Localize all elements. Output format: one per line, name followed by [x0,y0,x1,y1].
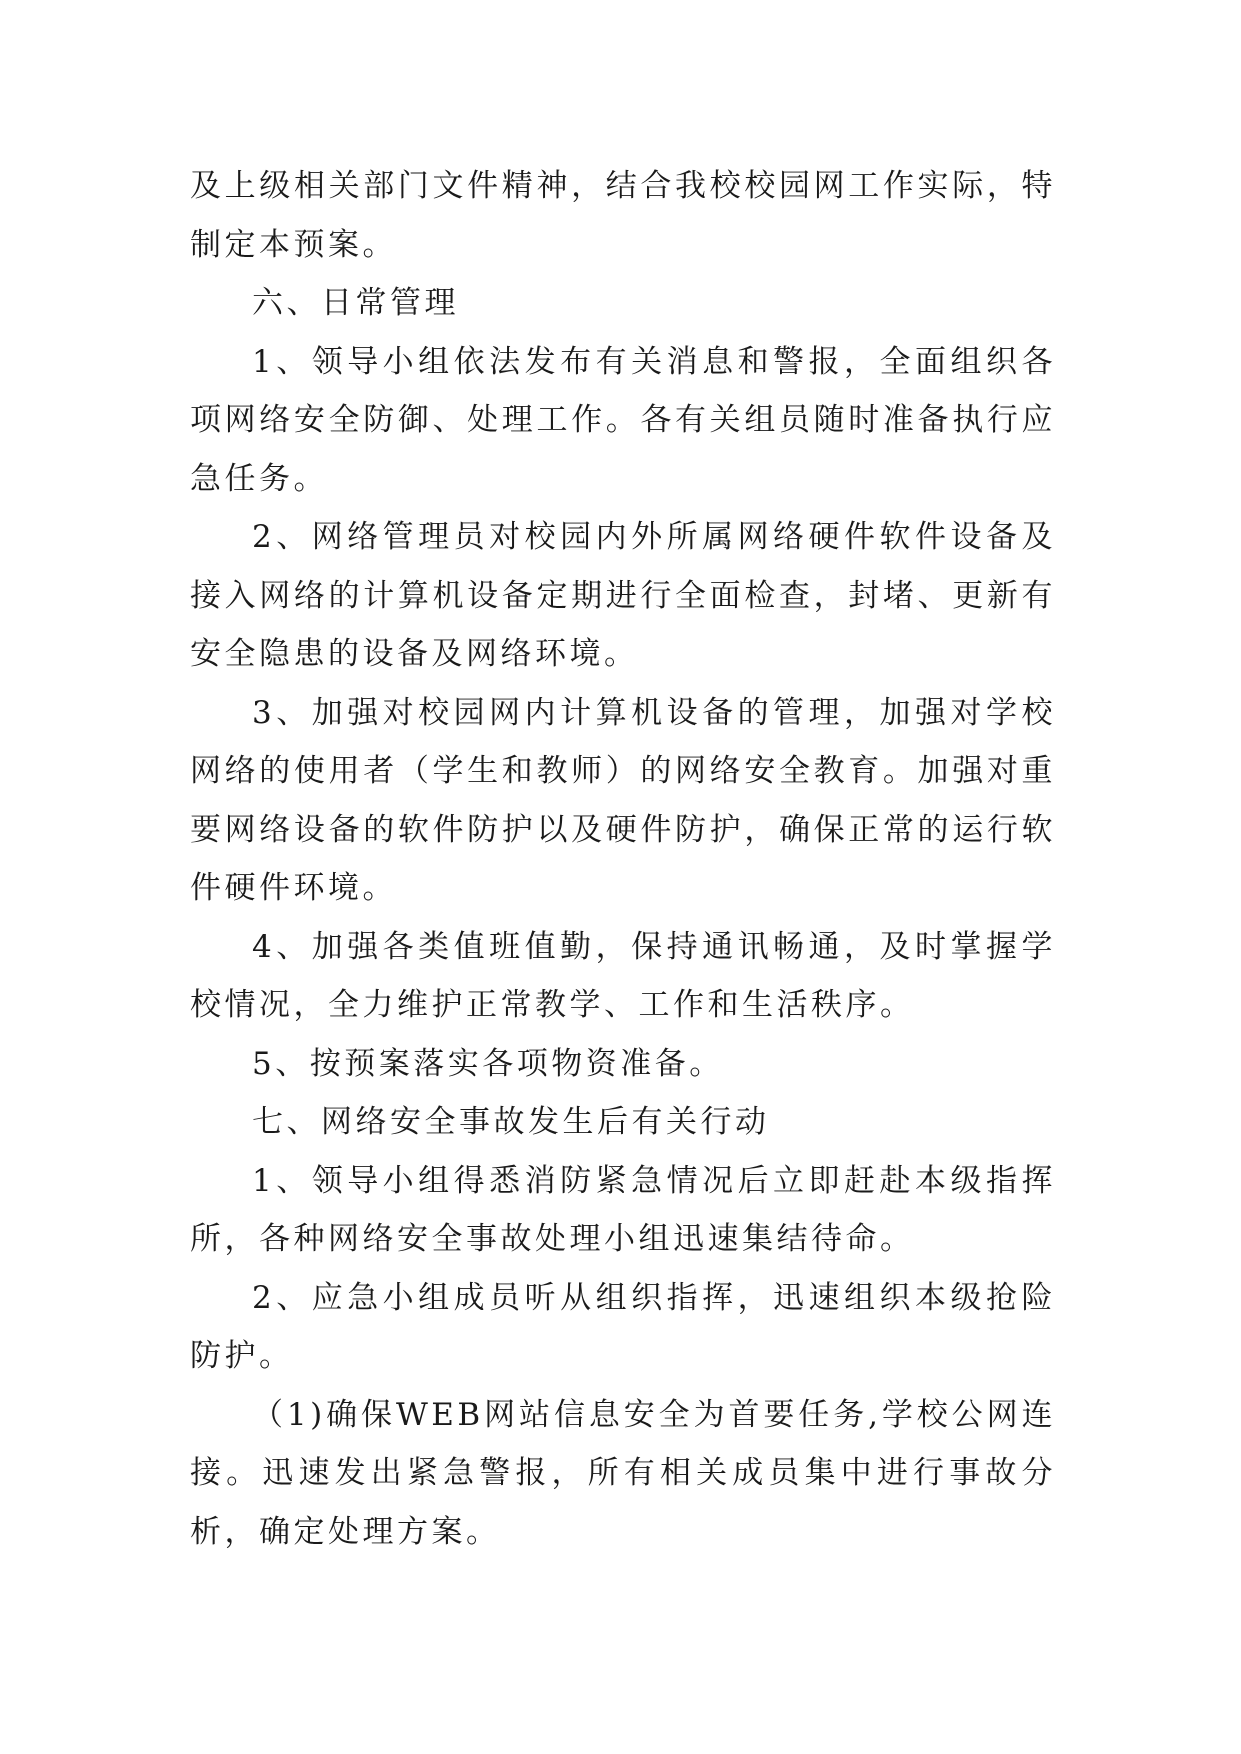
paragraph-item-5: 5、按预案落实各项物资准备。 [252,1045,724,1082]
paragraph-action-2: 2、应急小组成员听从组织指挥，迅速组织本级抢险防护。 [190,1279,1056,1374]
section-heading-daily-management: 六、日常管理 [252,285,459,321]
section-heading-incident-actions: 七、网络安全事故发生后有关行动 [252,1104,770,1140]
paragraph-action-2-sub-1: （1)确保WEB网站信息安全为首要任务,学校公网连接。迅速发出紧急警报，所有相关成员集中进行事故分析，确定处理方案。 [190,1396,1056,1550]
paragraph-item-3: 3、加强对校园网内计算机设备的管理，加强对学校网络的使用者（学生和教师）的网络安全教育。加强对重要网络设备的软件防护以及硬件防护，确保正常的运行软件硬件环境。 [190,694,1056,906]
paragraph-intro-continuation: 及上级相关部门文件精神，结合我校校园网工作实际，特制定本预案。 [190,168,1056,263]
document-body [190,157,1056,1561]
paragraph-item-2: 2、网络管理员对校园内外所属网络硬件软件设备及接入网络的计算机设备定期进行全面检查，封堵、更新有安全隐患的设备及网络环境。 [190,519,1056,672]
paragraph-item-1: 1、领导小组依法发布有关消息和警报，全面组织各项网络安全防御、处理工作。各有关组员随时准备执行应急任务。 [190,343,1056,497]
paragraph-action-1: 1、领导小组得悉消防紧急情况后立即赶赴本级指挥所，各种网络安全事故处理小组迅速集结待命。 [190,1162,1056,1257]
paragraph-item-4: 4、加强各类值班值勤，保持通讯畅通，及时掌握学校情况，全力维护正常教学、工作和生活秩序。 [190,928,1056,1023]
